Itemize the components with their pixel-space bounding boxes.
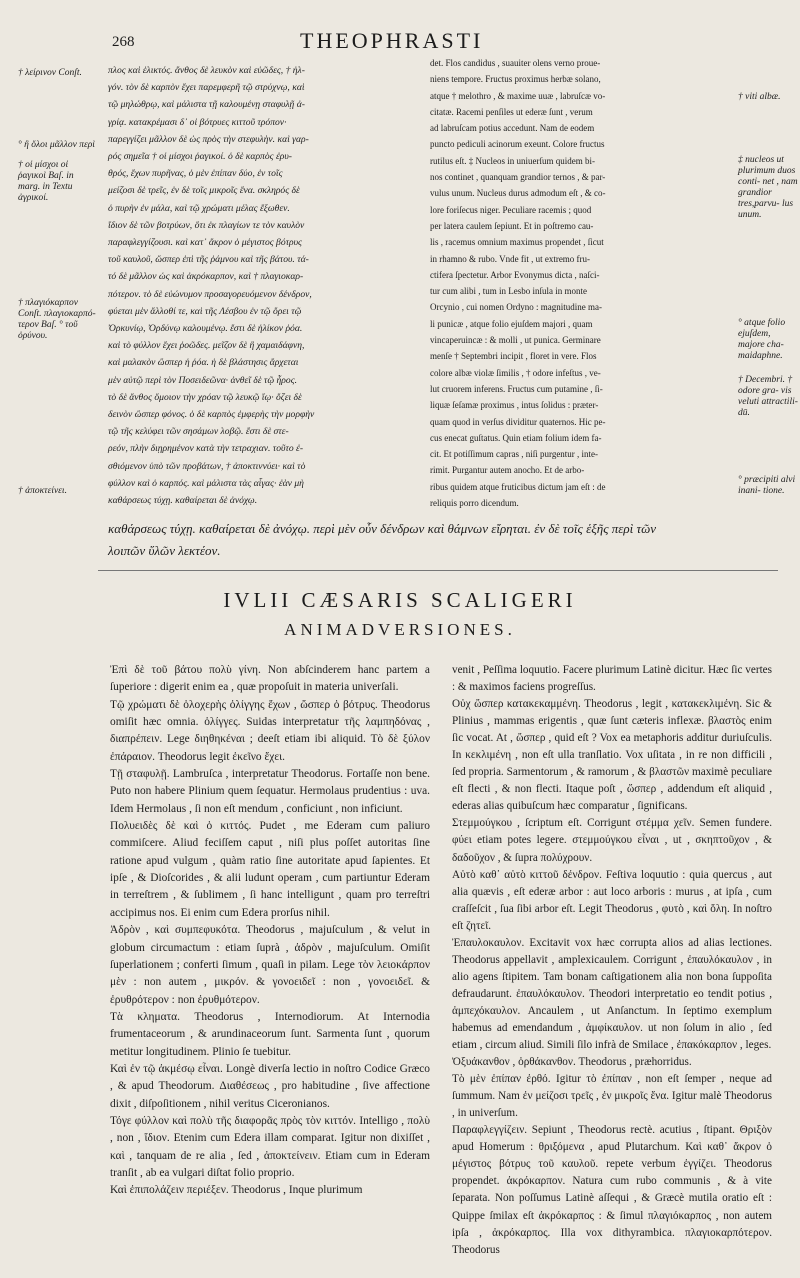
commentary-paragraph: Τόγε φύλλον καὶ πολὺ τῆς διαφορᾶς πρὸς τὸν κιττόν. Intelligo , πολὺ , non , ἴδιον. Etenim cum Edera illam comparat. Igitur non dixiſſet , καὶ , tanquam de re alia , ſed , ἀποκτείνειν. Etiam cum in Ederam tranſit , ab ea vulgari diſtat folio proprio.: [110, 1114, 430, 1179]
commentary-paragraph: Καὶ ἐν τῷ ἀκμέσῳ εἶναι. Longè diverſa lectio in noſtro Codice Græco , & apud Theodorum. Διαθέσεως , pro habitudine , ſive affectione dixit , diſpoſitionem , nihil veritus Ciceronianos.: [110, 1062, 430, 1110]
section-subtitle: ANIMADVERSIONES.: [284, 620, 516, 639]
commentary-paragraph: Τὸ μὲν ἐπίπαν ἐρθό. Igitur τὸ ἐπίπαν , non eſt ſemper , neque ad ſummum. Nam ἐν μείζοσι τρεῖς , ἐν μικροῖς ἕνα. Igitur malè Theodorus , in univerſum.: [452, 1073, 772, 1120]
greek-text-column: [108, 62, 424, 509]
latin-line: vulus unum. Nucleus durus admodum eſt , & co-: [430, 188, 606, 199]
greek-line: γόν. τὸν δὲ καρπὸν ἔχει παρεμφερῆ τῷ στρύχνῳ, καὶ: [108, 82, 305, 94]
greek-line: ἴδιον δὲ τῶν βοτρύων, ὅτι ἐκ πλαγίων τε τὸν καυλὸν: [108, 219, 305, 231]
commentary-left-column: [110, 662, 430, 1200]
greek-line: σθιόμενον ὑπὸ τῶν προβάτων, † ἀποκτιννύει· καὶ τὸ: [108, 460, 306, 472]
greek-line: δεινὸν ὥσπερ φόνος. ὁ δὲ καρπὸς ἐμφερὴς τὴν μορφὴν: [108, 409, 315, 421]
greek-line: τὸ δὲ ἄνθος ὅμοιον τὴν χρόαν τῷ λευκῷ ἴῳ· ὄζει δὲ: [108, 391, 302, 403]
right-margin-note: ° præcipiti alvi inani- tione.: [738, 475, 796, 496]
commentary-paragraph: Αὐτὸ καθ᾽ αὐτὸ κιττοῦ δένδρον. Feſtiva loquutio : quia quercus , aut alia quævis , eſt ederæ arbor : aut loco arboris : murus , at ipſa , cum craſſeſcit , ſua ſibi arbor eſt. Legit Theodorus , φυτὸ , καὶ ὅλη. In noſtro eſt ζητεῖ.: [452, 868, 772, 932]
greek-closing-line: καθάρσεως τύχῃ. καθαίρεται δὲ ἀνόχῳ. περὶ μὲν οὖν δένδρων καὶ θάμνων εἴρηται. ἐν δὲ τοῖς ἑξῆς περὶ τῶν: [108, 521, 657, 536]
commentary-paragraph: Οὐχ ὥσπερ κατακεκαμμένη. Theodorus , legit , κατακεκλιμένη. Sic & Plinius , mammas erigentis , quæ ſunt cæteris inflexæ. βλαστὸς enim ſic vocat. At , ὥσπερ , quid eſt ? Vox ea metaphoris additur duriuſculis. In κεκλιμένη , non eſt ulla tranſlatio. Vox uſitata , in re non difficili , ſed propria. Sarmentorum , & ramorum , & βλαστῶν maximè peculiare eſt flecti , & non flecti. Itaque poſt , ὥσπερ , addendum eſt aliquid , ederas alias quibuſcum hæc comparatur , ſignificans.: [452, 698, 772, 813]
commentary-paragraph: Καὶ ἐπιπολάζειν περιέξεν. Theodorus , Inque plurimum: [110, 1184, 363, 1197]
greek-line: μείζοσι δὲ τρεῖς, ἐν δὲ τοῖς μικροῖς ἕνα. σκληρός δὲ: [108, 185, 300, 197]
latin-line: in rhamno & rubo. Vnde fit , ut extremo fru-: [430, 253, 591, 264]
commentary-paragraph: Ὀξυάκανθον , ὀρθάκανθον. Theodorus , præhorridus.: [452, 1056, 692, 1069]
commentary-right-column: [452, 662, 772, 1259]
latin-line: niens tempore. Fructus proximus herbæ solano,: [430, 74, 601, 85]
latin-line: atque † melothro , & maxime uuæ , labruſcæ vo-: [430, 90, 606, 101]
greek-line: τοῦ καυλοῦ, ὥσπερ ἐπὶ τῆς ῥάμνου καὶ τῆς βάτου. τά-: [108, 254, 309, 266]
commentary-paragraph: Πολυειδὲς δὲ καὶ ὁ κιττός. Pudet , me Ederam cum paliuro commiſcere. Aliud feciſſem caput , niſi plus poſſet autoritas ſine ratione apud vulgum , quàm ratio ſine autoritate apud ſapientes. Et ipſe , & Dioſcorides , & alii ludunt operam , cum partiuntur Ederam in terreſtrem , & ſublimem , ſi hanc intelligunt , quam pro terreſtri accipimus nos. Ei enim cum Edera prorſus nihil.: [110, 820, 430, 919]
greek-line: πότερον. τὸ δὲ εὐώνυμον προσαγορευόμενον δένδρον,: [108, 288, 312, 300]
latin-line: cit. Et potiſſimum capras , niſi purgentur , inte-: [430, 449, 599, 460]
greek-line: γρίᾳ. κατακρέμασι δ᾽ οἱ βότρυες κιττοῦ τρόπον·: [108, 116, 287, 128]
left-margin-note: † ἀποκτείνει.: [18, 486, 67, 496]
commentary-paragraph: Στεμμούγκου , ſcriptum eſt. Corrigunt στέμμα χεῖν. Semen fundere. φύει etiam potes legere. στεμμούγκου εἶναι , ut , σκηπτοῦχον , & δαδοῦχον , & ſupra πολύχρουν.: [452, 817, 772, 864]
latin-line: puncto pediculi acinorum exeunt. Colore fructus: [430, 139, 605, 150]
commentary-paragraph: Ἀδρὸν , καὶ συμπεφυκότα. Theodorus , majuſculum , & velut in globum circumactum : etiam ſuprà , ἀδρὸν , majuſculum. Omiſit ſuperlationem ; conferti ſimum , quaſi in pilam. Lege τὸν λειοκάρπον μὲν : non autem , μικρόν. & γονοειδεῖ : non , γονοειδεῖ. & ἐρυθρότερον : non ἐρυθμότερον.: [110, 924, 430, 1006]
greek-line: ὁ πυρὴν ἐν μάλα, καὶ τῷ χρώματι μέλας ἔξωθεν.: [108, 202, 290, 214]
commentary-paragraph: Τὰ κληματα. Theodorus , Internodiorum. At Internodia frumentaceorum , & arundinaceorum ſunt. Sarmenta ſunt , quorum metitur longitudinem. Plinio ſe tuebitur.: [110, 1010, 430, 1058]
latin-line: reliquis porro dicendum.: [430, 498, 519, 509]
section-title: IVLII CÆSARIS SCALIGERI: [223, 588, 577, 612]
right-margin-note: † viti albæ.: [738, 92, 781, 102]
greek-line: τῷ τῆς κελύφει τῶν σησάμων λοβῷ. ἔστι δὲ στε-: [108, 426, 289, 438]
commentary-paragraph: Τῇ σταφυλῇ. Lambruſca , interpretatur Theodorus. Fortaſſe non bene. Puto non habere Plinium quem ſequatur. Hermolaus prudentius : uva. Idem Hermolaus , ſi non eſt mendum , conficiunt , non inficiunt.: [110, 768, 430, 815]
commentary-paragraph: Ἐπαυλοκαυλον. Excitavit vox hæc corrupta alios ad alias lectiones. Theodorus appellavit , amplexicaulem. Corrigunt , ἐπαυλόκαυλον , in alio agens ſtipitem. Tam bonam caſtigationem alia non bona ſuppoſita defraudarunt. ἐπαυλόκαυλον. Theodori interpretatio eo tendit potius , ἀμπεχόκαυλον. Ancaulem , ut Anſanctum. In ſeptimo exemplum habemus ad emendandum , ἀμφίκαυλον. ut non ſolum in alio , ſed etiam , circum aliud. Simili ſilo infrà de Smilace , ἐπακόκαρπον , leges.: [452, 936, 772, 1052]
commentary-paragraph: Ἐπὶ δὲ τοῦ βάτου πολὺ γίνη. Non abſcinderem hanc partem a ſuperiore : digerit enim ea , quæ propoſuit in materia univerſali.: [110, 664, 430, 694]
latin-line: det. Flos candidus , suauiter olens verno proue-: [430, 58, 601, 68]
left-margin-note: ° ἢ ὅλοι μᾶλλον περὶ: [18, 140, 95, 150]
latin-line: ad labruſcam potius accedunt. Nam de eodem: [430, 123, 595, 134]
latin-line: colore albæ violæ ſimilis , † odore infeſtus , ve-: [430, 367, 601, 378]
running-head: THEOPHRASTI: [300, 28, 484, 53]
greek-line: θρός, ἔχων πυρῆνας, ὁ μὲν ἐπίπαν δύο, ἐν τοῖς: [108, 168, 283, 180]
greek-line: τό δὲ μᾶλλον ὡς καὶ ἀκρόκαρπον, καὶ † πλαγιοκαρ-: [108, 271, 304, 283]
latin-line: cus enecat guſtatus. Quin etiam folium idem fa-: [430, 432, 602, 443]
latin-line: tur cum alibi , tum in Lesbo inſula in monte: [430, 286, 587, 297]
latin-line: per latera caulem ſepiunt. Et in poſtremo cau-: [430, 220, 594, 231]
greek-line: καὶ μαλακὸν ὥσπερ ἡ ῥόα. ἡ δὲ βλάστησις ἄρχεται: [108, 357, 299, 369]
greek-line: Ὀρκυνίῳ, Ὀρδύνῳ καλουμένῳ. ἔστι δὲ ἡλίκον ῥόα.: [108, 323, 303, 335]
greek-line: πλος καὶ ἑλικτός. ἄνθος δὲ λευκὸν καὶ εὐῶδες, † ἠλ-: [108, 65, 305, 76]
commentary-paragraph: venit , Peſſima loquutio. Facere plurimum Latinè dicitur. Hæc ſic vertes : & maximos faciens progreſſus.: [452, 664, 772, 694]
right-margin-note: ° atque folio ejuſdem, majore cha- maidaphne.: [738, 318, 786, 361]
latin-translation-column: [430, 55, 732, 511]
latin-line: li punicæ , atque folio ejuſdem majori , quam: [430, 318, 593, 329]
latin-line: vincaperuincæ : & molli , ut punica. Germinare: [430, 335, 601, 346]
latin-line: quam quod in verſus dividitur quaternos. Hic pe-: [430, 416, 606, 427]
page-number: 268: [112, 34, 135, 50]
latin-line: Orcynio , cui nomen Ordyno : magnitudine ma-: [430, 302, 602, 313]
commentary-paragraph: Τῷ χρώματι δὲ ὁλοχερὴς ὀλίγγης ἔχων , ὥσπερ ὁ βότρυς. Theodorus omiſit hæc omnia. ὀλίγγες. Suidas interpretatur τῆς λαμπηδόνας , διαπρέπειν. Lege διηθηκέναι ; deeſt etiam ibi aliquid. Τὸ δὲ ξύλον ἐπάραιον. Theodorus legit ἐκεῖνο ἔχει.: [110, 698, 430, 763]
latin-line: lore foriſecus niger. Peculiare racemis ; quod: [430, 204, 592, 215]
right-margin-note: ‡ nucleos ut plurimum duos conti- net , nam grandior tres,parvu- lus unum.: [738, 155, 798, 220]
section-divider: [98, 570, 778, 571]
greek-line: παραφλεγγίζουσι. καὶ κατ᾽ ἄκρον ὁ μέγιστος βότρυς: [108, 237, 302, 249]
greek-line: φύεται μὲν ἄλλοθί τε, καὶ τῆς Λέσβου ἐν τῷ ὄρει τῷ: [108, 305, 302, 317]
greek-line: μὲν αὐτῷ περὶ τὸν Ποσειδεῶνα· ἀνθεῖ δὲ τῷ ἦρος.: [108, 374, 297, 386]
latin-line: ctifera ſpectetur. Arbor Evonymus dicta , naſci-: [430, 269, 600, 280]
left-margin-note: † πλαγιόκαρπον Conſt. πλαγιοκαρπό- τερον Baſ. ° τοῦ ὀρύνου.: [18, 298, 96, 341]
commentary-paragraph: Παραφλεγγίζειν. Sepiunt , Theodorus rectè. acutius , ſtipant. Θριξὸν apud Homerum : θριξόμενα , apud Plutarchum. Καὶ καθ᾽ ἄκρον ὁ μέγιστος βότρυς τοῦ καυλοῦ. repete verbum ἐγγίζει. Theodorus propendet. ἀκρόκαρπον. Natura cum rubo communis , & à vite ſeparata. Non poſſumus Latinè aſſequi , & Græcè mutila oratio eſt : Quippe ſmilax eſt ἀκρόκαρπος : & ſimul πλαγιόκαρπος , non autem ipſa , ἀκρόκαρπος. Illa vox dithyrambica. πλαγιοκαρπότερον. Theodorus: [452, 1124, 772, 1256]
greek-line: φύλλον καὶ ὁ καρπός. καὶ μάλιστα τὰς αἶγας· ἐὰν μὴ: [108, 477, 304, 489]
right-margin-note: † Decembri. † odore gra- vis veluti attractili- dū.: [738, 375, 798, 418]
left-margin-note: † οἱ μίσχοι οἱ ῥαγικοὶ Baſ. in marg. in Textu ἀγρικοί.: [18, 160, 74, 203]
latin-line: citatæ. Racemi penſiles ut ederæ ſunt , verum: [430, 106, 593, 117]
left-margin-note: † λείρινον Conſt.: [18, 68, 82, 78]
latin-line: ribus quidem atque fruticibus dictum jam eſt : de: [430, 481, 606, 492]
latin-line: liquæ ſeſamæ proximus , intus ſolidus : præter-: [430, 400, 599, 411]
latin-line: nos continet , quanquam grandior ternos , & par-: [430, 172, 606, 183]
greek-line: ρεόν, πλὴν διῃρημένον κατὰ τὴν τετραχιαν. τοῦτο ἐ-: [108, 443, 304, 455]
greek-line: παρεγγίζει μᾶλλον δὲ ὡς πρὸς τὴν στεφυλὴν. καὶ γαρ-: [108, 133, 309, 145]
greek-line: καὶ τὸ φύλλον ἔχει ῥοῶδες. μεῖζον δὲ ἢ χαμαιδάφνη,: [108, 340, 305, 352]
greek-line: τῷ μηλώθρῳ, καὶ μάλιστα τῇ καλουμένῃ σταφυλῇ ἀ-: [108, 99, 305, 111]
latin-line: lis , racemus omnium maximus propendet , ſicut: [430, 237, 604, 248]
greek-closing-line: λοιπῶν ὕλῶν λεκτέον.: [108, 543, 221, 558]
latin-line: lut cruorem inferens. Fructus cum putamine , ſi-: [430, 383, 603, 394]
latin-line: rutilus eſt. ‡ Nucleos in uniuerſum quidem bi-: [430, 155, 595, 166]
greek-closing-text: [108, 518, 773, 562]
latin-line: rimit. Purgantur autem anocho. Et de arbo-: [430, 465, 585, 476]
greek-line: καθάρσεως τύχῃ. καθαίρεται δὲ ἀνόχῳ.: [108, 495, 258, 507]
greek-line: ρός σημεῖα † οἱ μίσχοι ῥαγικοί. ὁ δὲ καρπὸς ἐρυ-: [108, 151, 292, 163]
latin-line: menſe † Septembri incipit , floret in vere. Flos: [430, 351, 597, 362]
